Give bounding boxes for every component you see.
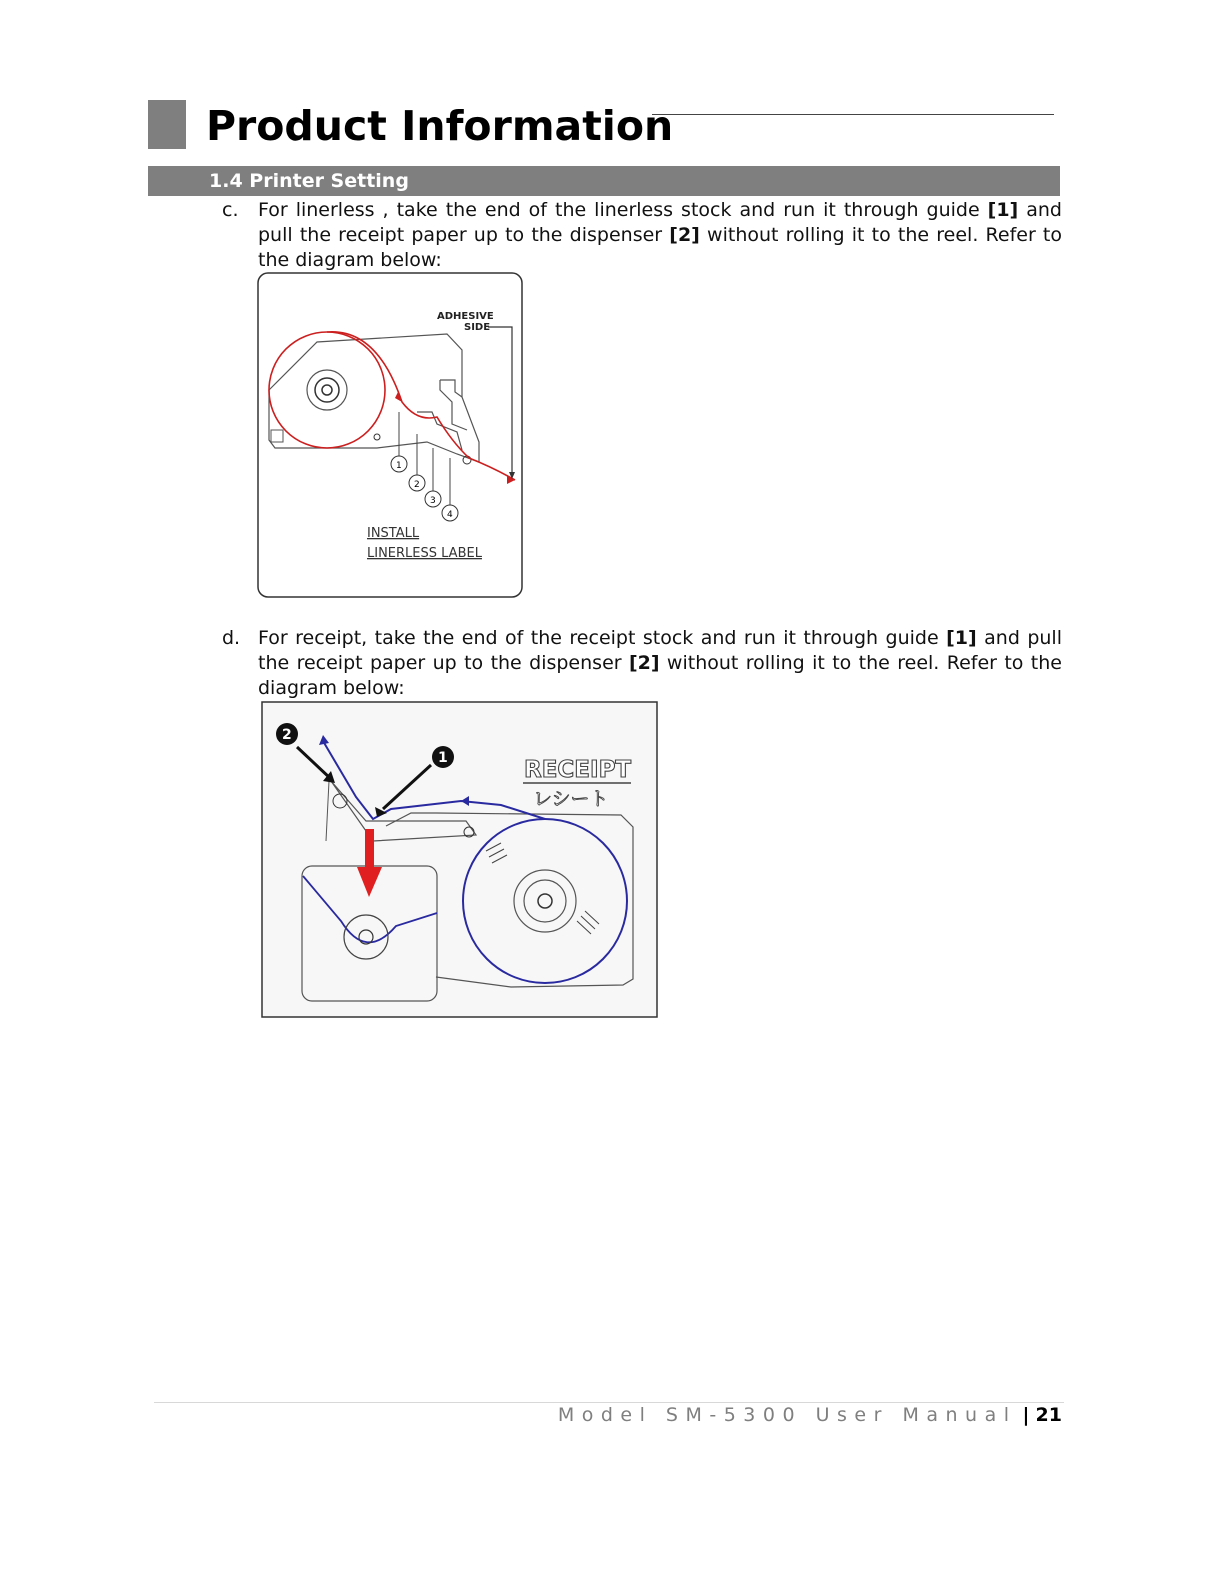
adhesive-label-1: ADHESIVE [437,311,494,322]
svg-text:2: 2 [282,727,292,743]
receipt-label-jp: レシート [533,788,609,810]
callout-1 [391,456,407,472]
install-caption-1: INSTALL [367,526,420,541]
svg-text:3: 3 [430,496,436,506]
figure-frame [262,702,657,1017]
page-title: Product Information [206,102,674,150]
callout-1 [432,746,454,768]
title-rule [652,114,1054,115]
receipt-label: RECEIPT [524,757,632,783]
callout-2 [409,475,425,491]
callout-4 [442,505,458,521]
step-text: For linerless , take the end of the linerless stock and run it through guide [1] and pull the receipt paper up to the dispenser [2] without rolling it to the reel. Refer to the diagram below: [258,199,1062,271]
step-text: For receipt, take the end of the receipt stock and run it through guide [1] and pull the receipt paper up to the dispenser [2] without rolling it to the reel. Refer to the diagram below: [258,627,1062,699]
svg-text:1: 1 [396,461,402,471]
adhesive-label-2: SIDE [464,322,491,333]
svg-text:4: 4 [447,510,453,520]
step-letter: d. [222,627,241,649]
footer-separator: | [1022,1404,1030,1426]
footer-model: Model SM-5300 User Manual [557,1404,1017,1426]
footer [558,1402,1062,1428]
receipt-diagram [261,701,658,1018]
title-accent-block [148,100,186,149]
callout-2 [276,723,298,745]
linerless-diagram [257,272,523,598]
svg-text:1: 1 [438,750,448,766]
page-number: 21 [1035,1404,1062,1426]
down-arrow-shaft [365,829,374,869]
step-letter: c. [222,199,239,221]
callout-3 [425,491,441,507]
step-d [222,626,1062,701]
svg-text:2: 2 [414,480,420,490]
install-caption-2: LINERLESS LABEL [367,546,482,561]
section-bar [148,166,1060,196]
section-heading: 1.4 Printer Setting [209,170,409,192]
step-c [222,198,1062,273]
